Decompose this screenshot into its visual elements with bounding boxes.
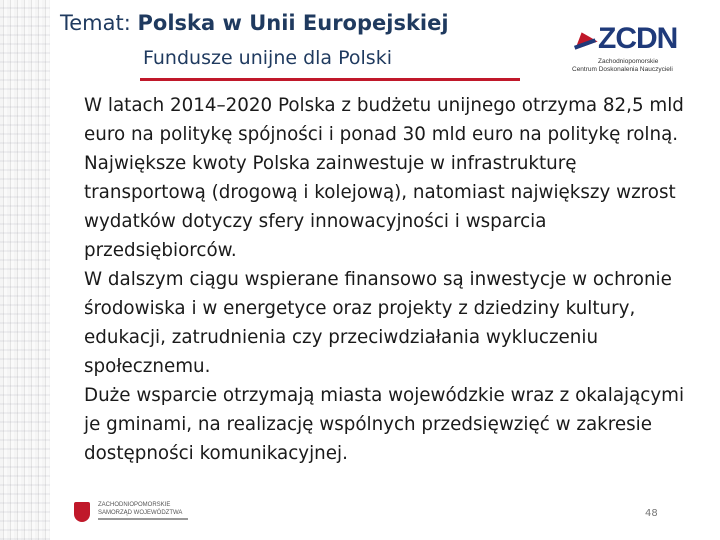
page-title [60,11,449,35]
footer-underline [98,518,188,520]
regional-government-logo [70,498,220,528]
decorative-handwriting-strip [0,0,50,540]
title-prefix: Temat: [60,11,131,35]
zcdn-logo [568,22,686,74]
title-divider [140,78,520,81]
footer-org-line-2: SAMORZĄD WOJEWÓDZTWA [98,510,183,516]
logo-tagline-1: Zachodniopomorskie [598,58,659,65]
logo-tagline-2: Centrum Doskonalenia Nauczycieli [572,66,673,73]
page-number: 48 [645,508,658,519]
paragraph: Duże wsparcie otrzymają miasta wojewódzkie wraz z okalającymi je gminami, na realizację wspólnych przedsięwzięć w zakresie dostępności komunikacyjnej. [84,385,685,464]
paragraph: W latach 2014–2020 Polska z budżetu unijnego otrzyma 82,5 mld euro na politykę spójności i ponad 30 mld euro na politykę rolną. [84,95,684,145]
footer-org-line-1: ZACHODNIOPOMORSKIE [98,502,171,508]
page-subtitle: Fundusze unijne dla Polski [143,47,392,69]
crest-icon [74,502,90,522]
title-topic: Polska w Unii Europejskiej [137,11,449,35]
logo-brand-text: ZCDN [598,22,678,55]
main-content [84,91,704,468]
paragraph: Największe kwoty Polska zainwestuje w infrastrukturę transportową (drogową i kolejową), natomiast największy wzrost wydatków dotyczy sfery innowacyjności i wsparcia przedsiębiorców. [84,153,676,261]
paragraph: W dalszym ciągu wspierane finansowo są inwestycje w ochronie środowiska i w energetyce oraz projekty z dziedziny kultury, edukacji, zatrudnienia czy przeciwdziałania wykluczeniu społecznemu. [84,269,672,377]
